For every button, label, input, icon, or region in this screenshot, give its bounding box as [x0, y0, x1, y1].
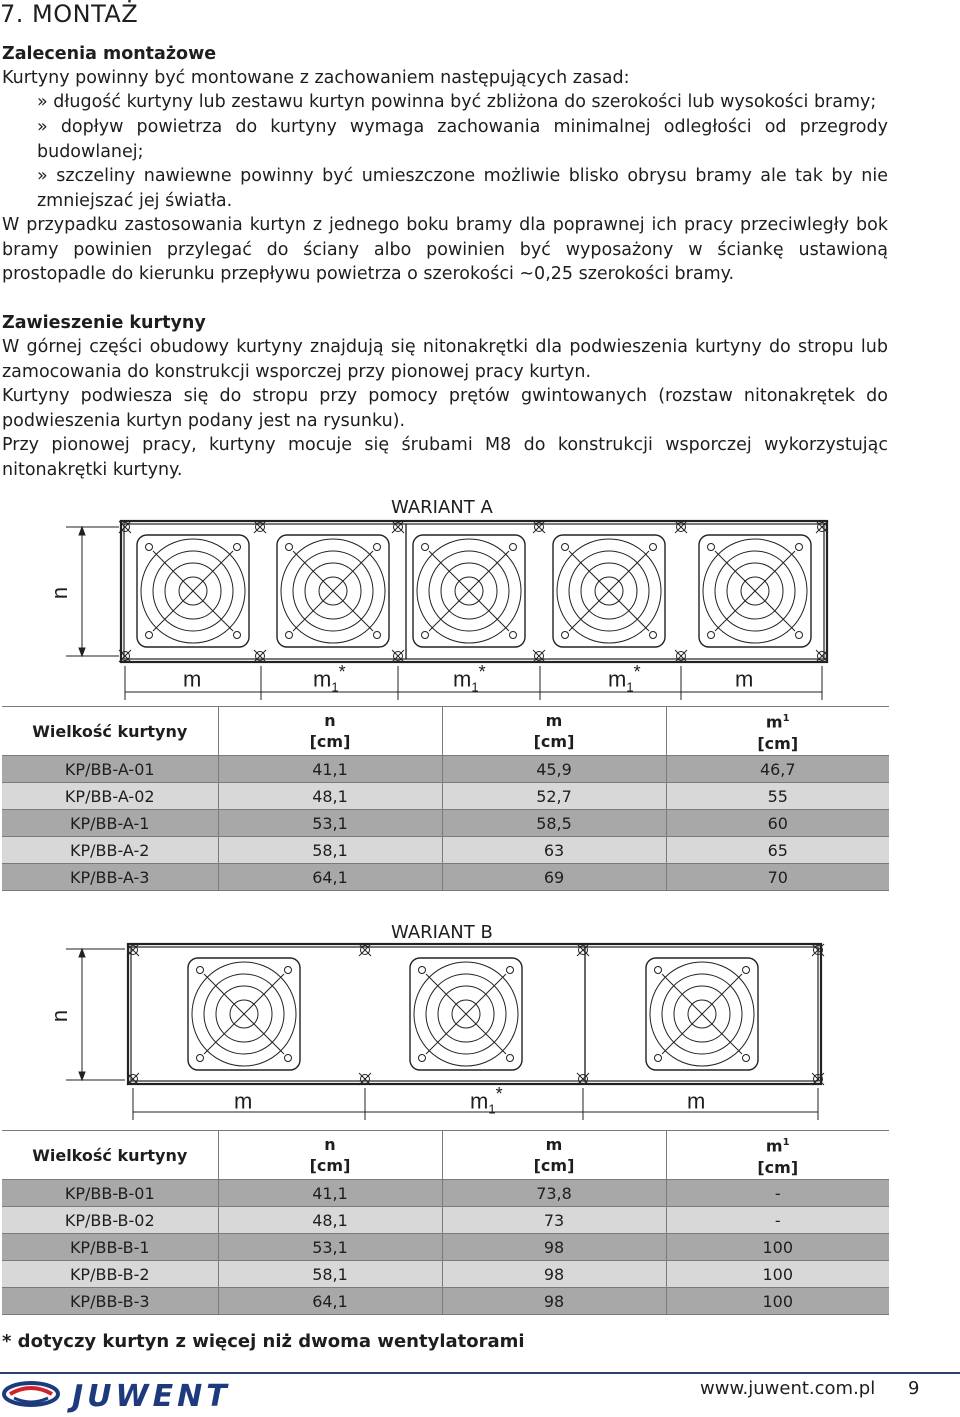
cell-size: KP/BB-B-01	[2, 1180, 218, 1207]
rivet-nut-icon	[816, 650, 828, 662]
table-row	[2, 864, 889, 891]
bullet-1	[37, 90, 888, 115]
curtain-housing	[121, 521, 827, 662]
cell-m1: -	[666, 1180, 889, 1207]
cell-m1: 65	[666, 837, 889, 864]
dim-base: m	[313, 666, 332, 692]
table-header-row	[2, 1131, 889, 1180]
header-m1	[666, 1131, 889, 1180]
dimension-m1-label	[470, 1084, 503, 1117]
header-n	[218, 707, 442, 756]
header-n-symbol: n	[324, 711, 336, 730]
cell-m: 98	[442, 1261, 666, 1288]
header-m	[442, 1131, 666, 1180]
dimension-m1-label	[608, 662, 641, 695]
cell-m: 63	[442, 837, 666, 864]
rivet-nut-icon	[675, 521, 687, 533]
bullet-text: długość kurtyny lub zestawu kurtyn powinna być zbliżona do szerokości lub wysokości bramy;	[53, 92, 877, 112]
cell-size: KP/BB-A-01	[2, 756, 218, 783]
rivet-nut-icon	[254, 650, 266, 662]
cell-m: 73	[442, 1207, 666, 1234]
rivet-nut-icon	[533, 521, 545, 533]
suspension-title: Zawieszenie kurtyny	[2, 313, 206, 333]
table-row	[2, 756, 889, 783]
dimension-m-label	[687, 1084, 705, 1117]
header-n	[218, 1131, 442, 1180]
dim-sub: 1	[626, 679, 634, 695]
dimension-m1-label	[453, 662, 486, 695]
cell-m1: 100	[666, 1261, 889, 1288]
dim-base: m	[234, 1088, 253, 1114]
header-size: Wielkość kurtyny	[2, 707, 218, 756]
dim-base: m	[183, 666, 202, 692]
fan-guard-icon	[188, 958, 300, 1070]
cell-m: 58,5	[442, 810, 666, 837]
cell-m1: 46,7	[666, 756, 889, 783]
cell-n: 48,1	[218, 1207, 442, 1234]
dim-base: m	[687, 1088, 706, 1114]
rivet-nut-icon	[359, 944, 371, 956]
rivet-nut-icon	[119, 650, 131, 662]
footer-rule	[0, 1372, 960, 1374]
recommendations-intro: Kurtyny powinny być montowane z zachowaniem następujących zasad:	[2, 68, 630, 88]
table-row	[2, 1288, 889, 1315]
table-row	[2, 1234, 889, 1261]
cell-m1: 55	[666, 783, 889, 810]
fan-guard-icon	[699, 535, 811, 647]
fan-guard-icon	[553, 535, 665, 647]
header-m1-symbol: m	[765, 1136, 783, 1156]
header-m-symbol: m	[545, 711, 563, 730]
bullet-text: dopływ powietrza do kurtyny wymaga zachowania minimalnej odległości od przegrody budowlanej;	[37, 117, 888, 162]
bullet-marker: »	[37, 117, 48, 137]
rivet-nut-icon	[577, 944, 589, 956]
header-m1-symbol: m	[765, 712, 783, 732]
cell-m1: 100	[666, 1288, 889, 1315]
rivet-nut-icon	[577, 1073, 589, 1085]
recommendations-paragraph: W przypadku zastosowania kurtyn z jednego boku bramy dla poprawnej ich pracy przeciwległy bok bramy powinien przylegać do ściany albo powinien być wyposażony w ściankę ustawioną prostopadle do kierunku przepływu powietrza o szerokości ~0,25 szerokości bramy.	[2, 215, 888, 284]
header-m1	[666, 707, 889, 756]
bullet-3	[37, 164, 888, 213]
fan-guard-icon	[277, 535, 389, 647]
variant-a-title: WARIANT A	[391, 497, 493, 518]
cell-m: 69	[442, 864, 666, 891]
table-row	[2, 1207, 889, 1234]
header-m-unit: [cm]	[533, 732, 575, 751]
dimension-n-label: n	[47, 1009, 73, 1023]
cell-size: KP/BB-A-3	[2, 864, 218, 891]
header-m1-unit: [cm]	[757, 1157, 799, 1177]
header-m	[442, 707, 666, 756]
cell-size: KP/BB-B-02	[2, 1207, 218, 1234]
cell-m: 98	[442, 1288, 666, 1315]
suspension-paragraph-2: Kurtyny podwiesza się do stropu przy pomocy prętów gwintowanych (rozstaw nitonakrętek do podwieszenia kurtyn podany jest na rysunku).	[2, 386, 888, 431]
cell-size: KP/BB-B-1	[2, 1234, 218, 1261]
cell-m: 98	[442, 1234, 666, 1261]
rivet-nut-icon	[254, 521, 266, 533]
variant-a-table	[2, 706, 889, 891]
cell-n: 58,1	[218, 837, 442, 864]
footnote: * dotyczy kurtyn z więcej niż dwoma wentylatorami	[2, 1331, 525, 1352]
bullet-marker: »	[37, 166, 48, 186]
rivet-nut-icon	[127, 944, 139, 956]
header-n-unit: [cm]	[309, 732, 351, 751]
header-m-unit: [cm]	[533, 1156, 575, 1175]
module-outline	[124, 524, 406, 659]
dimension-m-label	[735, 662, 753, 695]
bullet-text: szczeliny nawiewne powinny być umieszczone możliwie blisko obrysu bramy ale tak by nie zmniejszać jej światła.	[37, 166, 888, 211]
table-row	[2, 810, 889, 837]
cell-size: KP/BB-A-1	[2, 810, 218, 837]
dim-star: *	[633, 662, 641, 682]
rivet-nut-icon	[392, 650, 404, 662]
fan-guard-icon	[646, 958, 758, 1070]
header-m1-sup: 1	[782, 1137, 790, 1149]
cell-size: KP/BB-A-2	[2, 837, 218, 864]
bullet-2	[37, 115, 888, 164]
fan-guard-icon	[410, 958, 522, 1070]
cell-n: 64,1	[218, 1288, 442, 1315]
table-row	[2, 1261, 889, 1288]
rivet-nut-icon	[392, 521, 404, 533]
dimension-n-line	[66, 527, 119, 656]
cell-n: 58,1	[218, 1261, 442, 1288]
cell-m: 52,7	[442, 783, 666, 810]
dimension-m-label	[234, 1084, 252, 1117]
bullet-marker: »	[37, 92, 48, 112]
cell-n: 41,1	[218, 756, 442, 783]
footer-url[interactable]: www.juwent.com.pl	[700, 1378, 876, 1399]
dim-sub: 1	[488, 1101, 496, 1117]
table-header-row	[2, 707, 889, 756]
rivet-nut-icon	[812, 1073, 824, 1085]
dim-base: m	[608, 666, 627, 692]
header-m1-unit: [cm]	[757, 733, 799, 753]
dim-sub: 1	[471, 679, 479, 695]
dim-star: *	[478, 662, 486, 682]
dimension-n-line	[66, 949, 125, 1080]
cell-m1: 70	[666, 864, 889, 891]
juwent-logo-icon	[0, 1379, 62, 1409]
cell-n: 48,1	[218, 783, 442, 810]
rivet-nut-icon	[675, 650, 687, 662]
cell-size: KP/BB-B-3	[2, 1288, 218, 1315]
cell-n: 64,1	[218, 864, 442, 891]
dim-base: m	[470, 1088, 489, 1114]
rivet-nut-icon	[359, 1073, 371, 1085]
brand-name: JUWENT	[72, 1379, 231, 1414]
fan-guard-icon	[137, 535, 249, 647]
rivet-nut-icon	[119, 521, 131, 533]
table-row	[2, 783, 889, 810]
rivet-nut-icon	[816, 521, 828, 533]
variant-b-title: WARIANT B	[391, 922, 493, 943]
cell-n: 41,1	[218, 1180, 442, 1207]
recommendations-title: Zalecenia montażowe	[2, 44, 217, 64]
header-m1-sup: 1	[782, 713, 790, 725]
dimension-n-label: n	[47, 586, 73, 600]
section-heading: 7. MONTAŻ	[0, 0, 139, 28]
rivet-nut-icon	[533, 650, 545, 662]
cell-n: 53,1	[218, 1234, 442, 1261]
header-size: Wielkość kurtyny	[2, 1131, 218, 1180]
variant-b-table	[2, 1130, 889, 1315]
cell-m: 45,9	[442, 756, 666, 783]
header-m-symbol: m	[545, 1135, 563, 1154]
dimension-m-label	[183, 662, 201, 695]
fan-guard-icon	[413, 535, 525, 647]
dimension-m1-label	[313, 662, 346, 695]
curtain-housing	[128, 944, 821, 1084]
cell-size: KP/BB-A-02	[2, 783, 218, 810]
page-number: 9	[908, 1378, 920, 1399]
header-n-unit: [cm]	[309, 1156, 351, 1175]
dim-sub: 1	[331, 679, 339, 695]
cell-size: KP/BB-B-2	[2, 1261, 218, 1288]
cell-m1: 60	[666, 810, 889, 837]
rivet-nut-icon	[812, 944, 824, 956]
header-n-symbol: n	[324, 1135, 336, 1154]
dim-star: *	[495, 1084, 503, 1104]
table-row	[2, 1180, 889, 1207]
dim-star: *	[338, 662, 346, 682]
suspension-paragraph-3: Przy pionowej pracy, kurtyny mocuje się śrubami M8 do konstrukcji wsporczej wykorzystując nitonakrętki kurtyny.	[2, 435, 888, 480]
table-row	[2, 837, 889, 864]
cell-m1: -	[666, 1207, 889, 1234]
dim-base: m	[735, 666, 754, 692]
cell-n: 53,1	[218, 810, 442, 837]
cell-m: 73,8	[442, 1180, 666, 1207]
dim-base: m	[453, 666, 472, 692]
suspension-paragraph-1: W górnej części obudowy kurtyny znajdują się nitonakrętki dla podwieszenia kurtyny do stropu lub zamocowania do konstrukcji wsporczej przy pionowej pracy kurtyn.	[2, 337, 888, 382]
rivet-nut-icon	[127, 1073, 139, 1085]
cell-m1: 100	[666, 1234, 889, 1261]
